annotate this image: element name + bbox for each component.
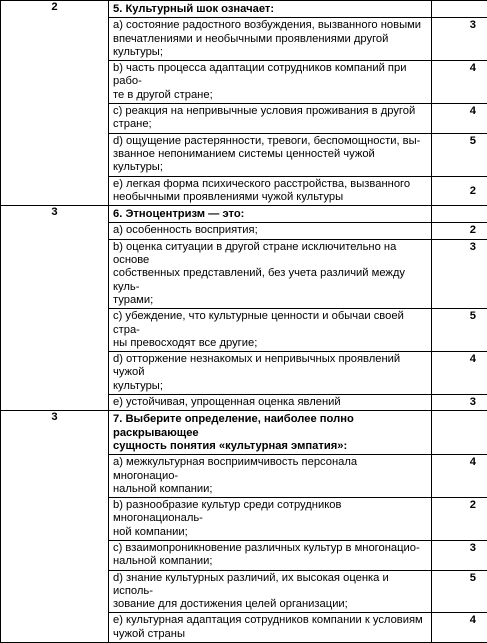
option-score-value: 3 [470,396,476,409]
answer-option: е) культурная адаптация сотрудников компании к условиям чужой страны [109,613,431,642]
option-score [432,352,487,395]
option-score [432,18,487,61]
option-score [432,571,487,614]
option-score [432,541,487,571]
option-score [432,104,487,134]
answer-option: а) состояние радостного возбуждения, вызванного новыми впечатлениями и необычными проявлениями другой культуры; [109,18,431,61]
answer-option: b) оценка ситуации в другой стране исключительно на основе собственных представлений, без учета различий между куль- турами; [109,240,431,309]
answer-option: е) устойчивая, упрощенная оценка явлений [109,395,431,410]
question-row [1,206,487,411]
answer-option: d) знание культурных различий, их высокая оценка и исполь- зование для достижения целей организации; [109,571,431,614]
option-score-value: 4 [470,456,476,469]
question-content [109,411,432,643]
answer-option: d) отторжение незнакомых и непривычных проявлений чужой культуры; [109,352,431,395]
option-score-value: 2 [470,224,476,237]
question-number: 2 [1,1,109,206]
option-score [432,240,487,309]
answer-option: с) реакция на непривычные условия проживания в другой стране; [109,104,431,134]
option-score-value: 5 [470,572,476,585]
option-score [432,455,487,498]
answer-option: а) межкультурная восприимчивость персонала многонацио- нальной компании; [109,455,431,498]
score-header-spacer [432,206,487,223]
quiz-body [1,1,487,643]
option-score [432,223,487,239]
option-score-value: 3 [470,542,476,555]
option-score-value: 3 [470,241,476,254]
option-score [432,134,487,177]
option-score-value: 4 [470,62,476,75]
question-title: 5. Культурный шок означает: [109,1,431,18]
answer-option: с) убеждение, что культурные ценности и обычаи своей стра- ны превосходят все другие; [109,309,431,352]
question-row [1,411,487,643]
option-score-value: 2 [470,185,476,198]
score-header-spacer [432,411,487,455]
option-score-value: 4 [470,105,476,118]
option-score [432,395,487,410]
question-number: 3 [1,411,109,643]
question-title: 6. Этноцентризм — это: [109,206,431,223]
answer-option: b) разнообразие культур среди сотрудников многонациональ- ной компании; [109,498,431,541]
option-score [432,309,487,352]
score-column [432,206,487,411]
option-score-value: 5 [470,310,476,323]
score-header-spacer [432,1,487,18]
question-number: 3 [1,206,109,411]
option-score-value: 3 [470,19,476,32]
answer-option: b) часть процесса адаптации сотрудников компаний при рабо- те в другой стране; [109,61,431,104]
answer-option: е) легкая форма психического расстройства, вызванного необычными проявлениями чужой культуры [109,177,431,206]
answer-option: d) ощущение растерянности, тревоги, беспомощности, вы- званное непониманием системы ценностей чужой культуры; [109,134,431,177]
score-column [432,1,487,206]
question-title: 7. Выберите определение, наиболее полно раскрывающее сущность понятия «культурная эмпатия»: [109,411,431,455]
question-row [1,1,487,206]
option-score [432,498,487,541]
score-column [432,411,487,643]
question-content [109,206,432,411]
option-score-value: 4 [470,353,476,366]
option-score-value: 4 [470,614,476,627]
option-score-value: 5 [470,135,476,148]
answer-option: с) взаимопроникновение различных культур в многонацио- нальной компании; [109,541,431,571]
question-content [109,1,432,206]
option-score [432,61,487,104]
option-score [432,177,487,206]
option-score [432,613,487,642]
answer-option: а) особенность восприятия; [109,223,431,239]
option-score-value: 2 [470,499,476,512]
